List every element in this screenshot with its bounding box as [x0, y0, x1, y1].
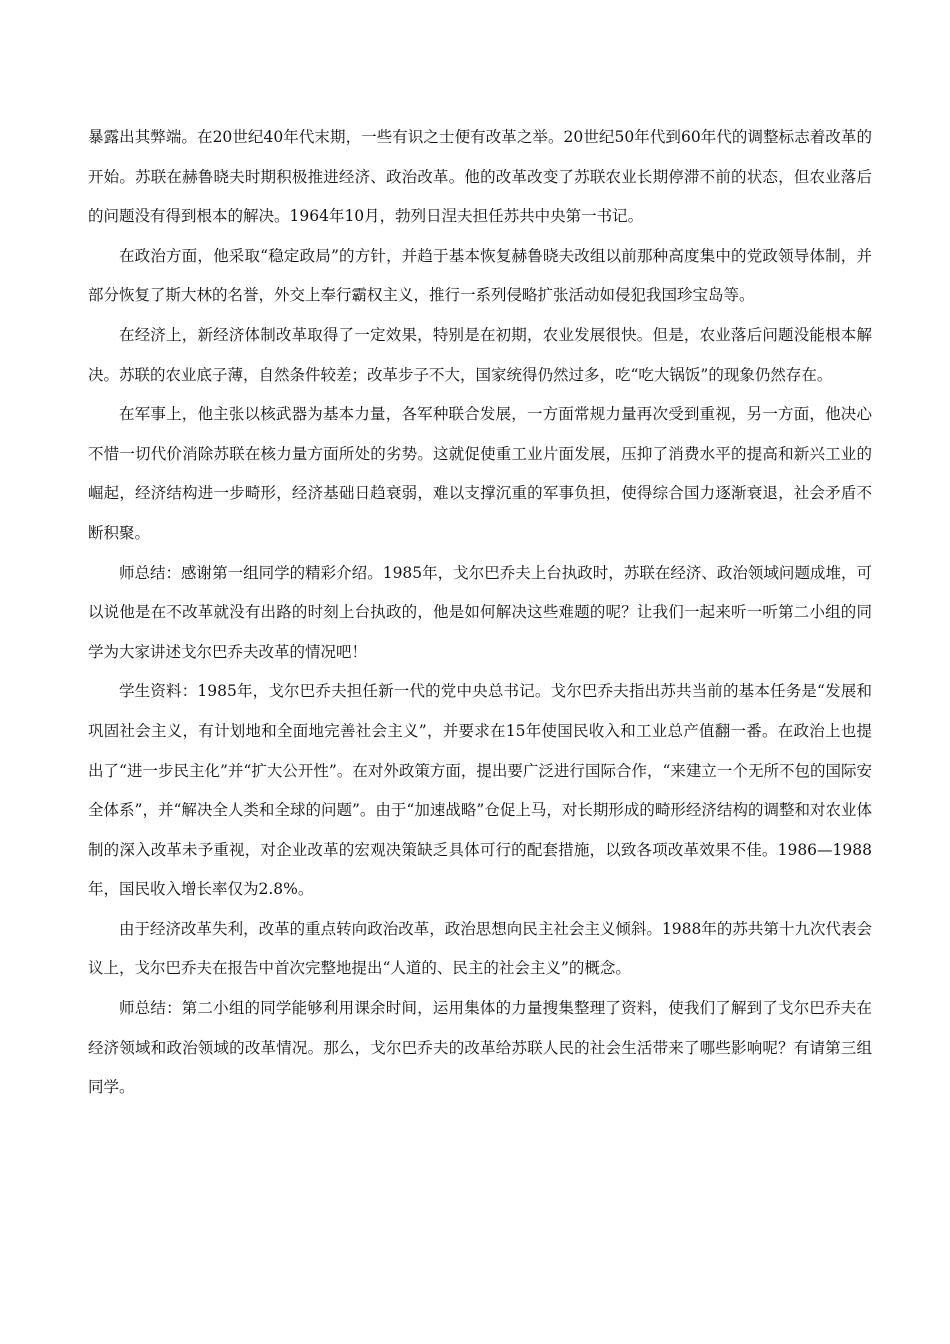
paragraph-student-material: 学生资料：1985年，戈尔巴乔夫担任新一代的党中央总书记。戈尔巴乔夫指出苏共当前的基本任务是“发展和巩固社会主义，有计划地和全面地完善社会主义”，并要求在15年使国民收入和工业总产值翻一番。在政治上也提出了“进一步民主化”并“扩大公开性”。在对外政策方面，提出要广泛进行国际合作，“来建立一个无所不包的国际安全体系”，并“解决全人类和全球的问题”。由于“加速战略”仓促上马，对长期形成的畸形经济结构的调整和对农业体制的深入改革未予重视，对企业改革的宏观决策缺乏具体可行的配套措施，以致各项改革效果不佳。1986—1988年，国民收入增长率仅为2.8%。 — [88, 682, 872, 899]
paragraph-politics: 在政治方面，他采取“稳定政局”的方针，并趋于基本恢复赫鲁晓夫改组以前那种高度集中的党政领导体制，并部分恢复了斯大林的名誉，外交上奉行霸权主义，推行一系列侵略扩张活动如侵犯我国珍宝岛等。 — [88, 246, 872, 305]
paragraph-continuation: 暴露出其弊端。在20世纪40年代末期，一些有识之士便有改革之举。20世纪50年代到60年代的调整标志着改革的开始。苏联在赫鲁晓夫时期积极推进经济、政治改革。他的改革改变了苏联农业长期停滞不前的状态，但农业落后的问题没有得到根本的解决。1964年10月，勃列日涅夫担任苏共中央第一书记。 — [88, 128, 872, 226]
paragraph-teacher-summary-2: 师总结：第二小组的同学能够利用课余时间，运用集体的力量搜集整理了资料，使我们了解到了戈尔巴乔夫在经济领域和政治领域的改革情况。那么，戈尔巴乔夫的改革给苏联人民的社会生活带来了哪些影响呢？有请第三组同学。 — [88, 999, 872, 1097]
paragraph-economy: 在经济上，新经济体制改革取得了一定效果，特别是在初期，农业发展很快。但是，农业落后问题没能根本解决。苏联的农业底子薄，自然条件较差；改革步子不大，国家统得仍然过多，吃“吃大锅饭”的现象仍然存在。 — [88, 325, 872, 384]
paragraph-political-reform: 由于经济改革失利，改革的重点转向政治改革，政治思想向民主社会主义倾斜。1988年的苏共第十九次代表会议上，戈尔巴乔夫在报告中首次完整地提出“人道的、民主的社会主义”的概念。 — [88, 919, 872, 978]
document-body — [88, 118, 872, 1108]
paragraph-teacher-summary-1: 师总结：感谢第一组同学的精彩介绍。1985年，戈尔巴乔夫上台执政时，苏联在经济、政治领域问题成堆，可以说他是在不改革就没有出路的时刻上台执政的，他是如何解决这些难题的呢？让我们一起来听一听第二小组的同学为大家讲述戈尔巴乔夫改革的情况吧！ — [88, 563, 872, 661]
paragraph-military: 在军事上，他主张以核武器为基本力量，各军种联合发展，一方面常规力量再次受到重视，另一方面，他决心不惜一切代价消除苏联在核力量方面所处的劣势。这就促使重工业片面发展，压抑了消费水平的提高和新兴工业的崛起，经济结构进一步畸形，经济基础日趋衰弱，难以支撑沉重的军事负担，使得综合国力逐渐衰退，社会矛盾不断积聚。 — [88, 405, 872, 542]
